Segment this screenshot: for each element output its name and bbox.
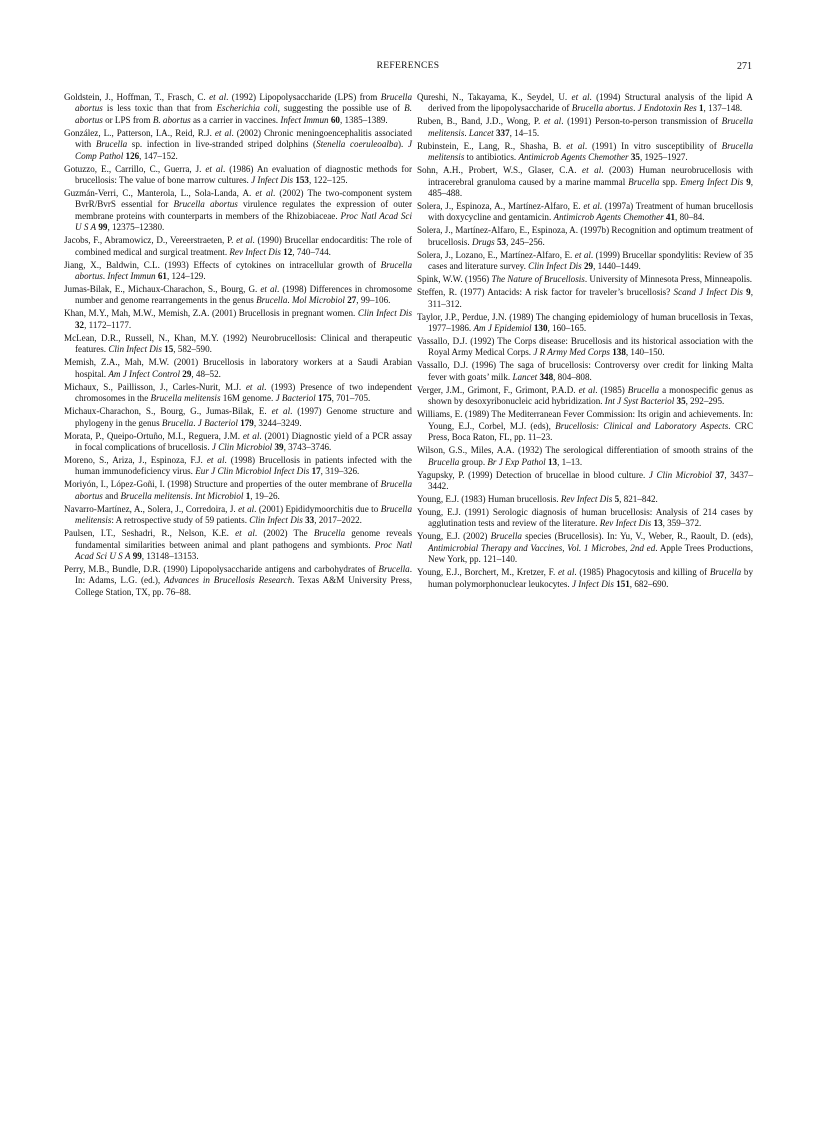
reference-entry: Taylor, J.P., Perdue, J.N. (1989) The changing epidemiology of human brucellosis in Texas, 1977–1986. Am J Epidemiol 130, 160–165. [417, 311, 753, 334]
reference-entry: Goldstein, J., Hoffman, T., Frasch, C. et al. (1992) Lipopolysaccharide (LPS) from Brucella abortus is less toxic than that from Escherichia coli, suggesting the possible use of B. abortus or LPS from B. abortus as a carrier in vaccines. Infect Immun 60, 1385–1389. [64, 92, 413, 125]
reference-entry: Perry, M.B., Bundle, D.R. (1990) Lipopolysaccharide antigens and carbohydrates of Brucella. In: Adams, L.G. (ed.), Advances in Brucellosis Research. Texas A&M University Press, College Station, TX, pp. 76–88. [64, 563, 412, 597]
reference-entry: Young, E.J. (1991) Serologic diagnosis of human brucellosis: Analysis of 214 cases by agglutination tests and review of the literature. Rev Infect Dis 13, 359–372. [417, 506, 753, 529]
reference-entry: Young, E.J. (1983) Human brucellosis. Rev Infect Dis 5, 821–842. [417, 493, 658, 504]
reference-entry: Jumas-Bilak, E., Michaux-Charachon, S., Bourg, G. et al. (1998) Differences in chromosome number and genome rearrangements in the genus Brucella. Mol Microbiol 27, 99–106. [64, 284, 412, 306]
reference-entry: Moriyón, I., López-Goñi, I. (1998) Structure and properties of the outer membrane of Brucella abortus and Brucella melitensis. Int Microbiol 1, 19–26. [64, 479, 412, 501]
reference-entry: Morata, P., Queipo-Ortuño, M.I., Reguera, J.M. et al. (2001) Diagnostic yield of a PCR assay in focal complications of brucellosis. J Clin Microbiol 39, 3743–3746. [64, 430, 413, 452]
reference-entry: Moreno, S., Ariza, J., Espinoza, F.J. et al. (1998) Brucellosis in patients infected with the human immunodeficiency virus. Eur J Clin Microbiol Infect Dis 17, 319–326. [64, 454, 412, 477]
reference-column-right [417, 92, 753, 592]
reference-entry: Yagupsky, P. (1999) Detection of brucellae in blood culture. J Clin Microbiol 37, 3437–3442. [417, 469, 753, 491]
reference-entry: Wilson, G.S., Miles, A.A. (1932) The serological differentiation of smooth strains of the Brucella group. Br J Exp Pathol 13, 1–13. [417, 445, 753, 467]
page-number: 271 [737, 61, 752, 72]
reference-entry: Jacobs, F., Abramowicz, D., Vereerstraeten, P. et al. (1990) Brucellar endocarditis: The role of combined medical and surgical treatment. Rev Infect Dis 12, 740–744. [64, 235, 412, 257]
reference-entry: Young, E.J. (2002) Brucella species (Brucellosis). In: Yu, V., Weber, R., Raoult, D. (eds), Antimicrobial Therapy and Vaccines, Vol. 1 Microbes, 2nd ed. Apple Trees Productions, New York, pp. 121–140. [417, 531, 753, 565]
reference-entry: Guzmán-Verri, C., Manterola, L., Sola-Landa, A. et al. (2002) The two-component system BvrR/BvrS essential for Brucella abortus virulence regulates the expression of outer membrane proteins with counterparts in members of the Rhizobiaceae. Proc Natl Acad Sci U S A 99, 12375–12380. [64, 188, 412, 233]
running-header [64, 61, 752, 75]
reference-entry: Rubinstein, E., Lang, R., Shasha, B. et al. (1991) In vitro susceptibility of Brucella melitensis to antibiotics. Antimicrob Agents Chemother 35, 1925–1927. [417, 140, 753, 163]
page-title: REFERENCES [376, 61, 440, 71]
reference-entry: Solera, J., Lozano, E., Martínez-Alfaro, E. et al. (1999) Brucellar spondylitis: Review of 35 cases and literature survey. Clin Infect Dis 29, 1440–1449. [417, 249, 753, 272]
reference-entry: McLean, D.R., Russell, N., Khan, M.Y. (1992) Neurobrucellosis: Clinical and therapeutic features. Clin Infect Dis 15, 582–590. [64, 332, 412, 355]
reference-entry: Solera, J., Martínez-Alfaro, E., Espinoza, A. (1997b) Recognition and optimum treatment of brucellosis. Drugs 53, 245–256. [417, 225, 753, 247]
reference-entry: Sohn, A.H., Probert, W.S., Glaser, C.A. et al. (2003) Human neurobrucellosis with intracerebral granuloma caused by a marine mammal Brucella spp. Emerg Infect Dis 9, 485–488. [417, 165, 754, 199]
reference-entry: Memish, Z.A., Mah, M.W. (2001) Brucellosis in laboratory workers at a Saudi Arabian hospital. Am J Infect Control 29, 48–52. [64, 357, 412, 379]
reference-entry: Vassallo, D.J. (1996) The saga of brucellosis: Controversy over credit for linking Malta fever with goats’ milk. Lancet 348, 804–808. [417, 360, 753, 382]
reference-entry: Vassallo, D.J. (1992) The Corps disease: Brucellosis and its historical association with the Royal Army Medical Corps. J R Army Med Corps 138, 140–150. [417, 336, 753, 358]
reference-entry: Steffen, R. (1977) Antacids: A risk factor for traveler’s brucellosis? Scand J Infect Dis 9, 311–312. [417, 287, 753, 309]
reference-entry: Williams, E. (1989) The Mediterranean Fever Commission: Its origin and achievements. In: Young, E.J., Corbel, M.J. (eds), Brucellosis: Clinical and Laboratory Aspects. CRC Press, Boca Raton, FL, pp. 11–23. [417, 409, 754, 443]
reference-entry: Solera, J., Espinoza, A., Martínez-Alfaro, E. et al. (1997a) Treatment of human brucellosis with doxycycline and gentamicin. Antimicrob Agents Chemother 41, 80–84. [417, 201, 753, 223]
reference-entry: Ruben, B., Band, J.D., Wong, P. et al. (1991) Person-to-person transmission of Brucella melitensis. Lancet 337, 14–15. [417, 116, 753, 138]
reference-entry: Khan, M.Y., Mah, M.W., Memish, Z.A. (2001) Brucellosis in pregnant women. Clin Infect Dis 32, 1172–1177. [64, 308, 412, 330]
reference-entry: Paulsen, I.T., Seshadri, R., Nelson, K.E. et al. (2002) The Brucella genome reveals fundamental similarities between animal and plant pathogens and symbionts. Proc Natl Acad Sci U S A 99, 13148–13153. [64, 528, 412, 561]
reference-entry: Gotuzzo, E., Carrillo, C., Guerra, J. et al. (1986) An evaluation of diagnostic methods for brucellosis: The value of bone marrow cultures. J Infect Dis 153, 122–125. [64, 163, 412, 186]
reference-entry: Spink, W.W. (1956) The Nature of Brucellosis. University of Minnesota Press, Minneapolis. [417, 274, 753, 285]
reference-entry: González, L., Patterson, I.A., Reid, R.J. et al. (2002) Chronic meningoencephalitis associated with Brucella sp. infection in live-stranded striped dolphins (Stenella coeruleoalba). J Comp Pathol 126, 147–152. [64, 127, 413, 161]
reference-entry: Young, E.J., Borchert, M., Kretzer, F. et al. (1985) Phagocytosis and killing of Brucella by human polymorphonuclear leukocytes. J Infect Dis 151, 682–690. [417, 567, 753, 589]
reference-entry: Qureshi, N., Takayama, K., Seydel, U. et al. (1994) Structural analysis of the lipid A derived from the lipopolysaccharide of Brucella abortus. J Endotoxin Res 1, 137–148. [417, 92, 754, 114]
reference-entry: Verger, J.M., Grimont, F., Grimont, P.A.D. et al. (1985) Brucella a monospecific genus as shown by desoxyribonucleic acid hybridization. Int J Syst Bacteriol 35, 292–295. [417, 384, 753, 407]
reference-entry: Navarro-Martínez, A., Solera, J., Corredoira, J. et al. (2001) Epididymoorchitis due to Brucella melitensis: A retrospective study of 59 patients. Clin Infect Dis 33, 2017–2022. [64, 503, 413, 526]
reference-entry: Michaux, S., Paillisson, J., Carles-Nurit, M.J. et al. (1993) Presence of two independent chromosomes in the Brucella melitensis 16M genome. J Bacteriol 175, 701–705. [64, 381, 412, 404]
reference-column-left [64, 92, 412, 600]
reference-entry: Michaux-Charachon, S., Bourg, G., Jumas-Bilak, E. et al. (1997) Genome structure and phylogeny in the genus Brucella. J Bacteriol 179, 3244–3249. [64, 406, 412, 428]
reference-entry: Jiang, X., Baldwin, C.L. (1993) Effects of cytokines on intracellular growth of Brucella abortus. Infect Immun 61, 124–129. [64, 259, 412, 282]
